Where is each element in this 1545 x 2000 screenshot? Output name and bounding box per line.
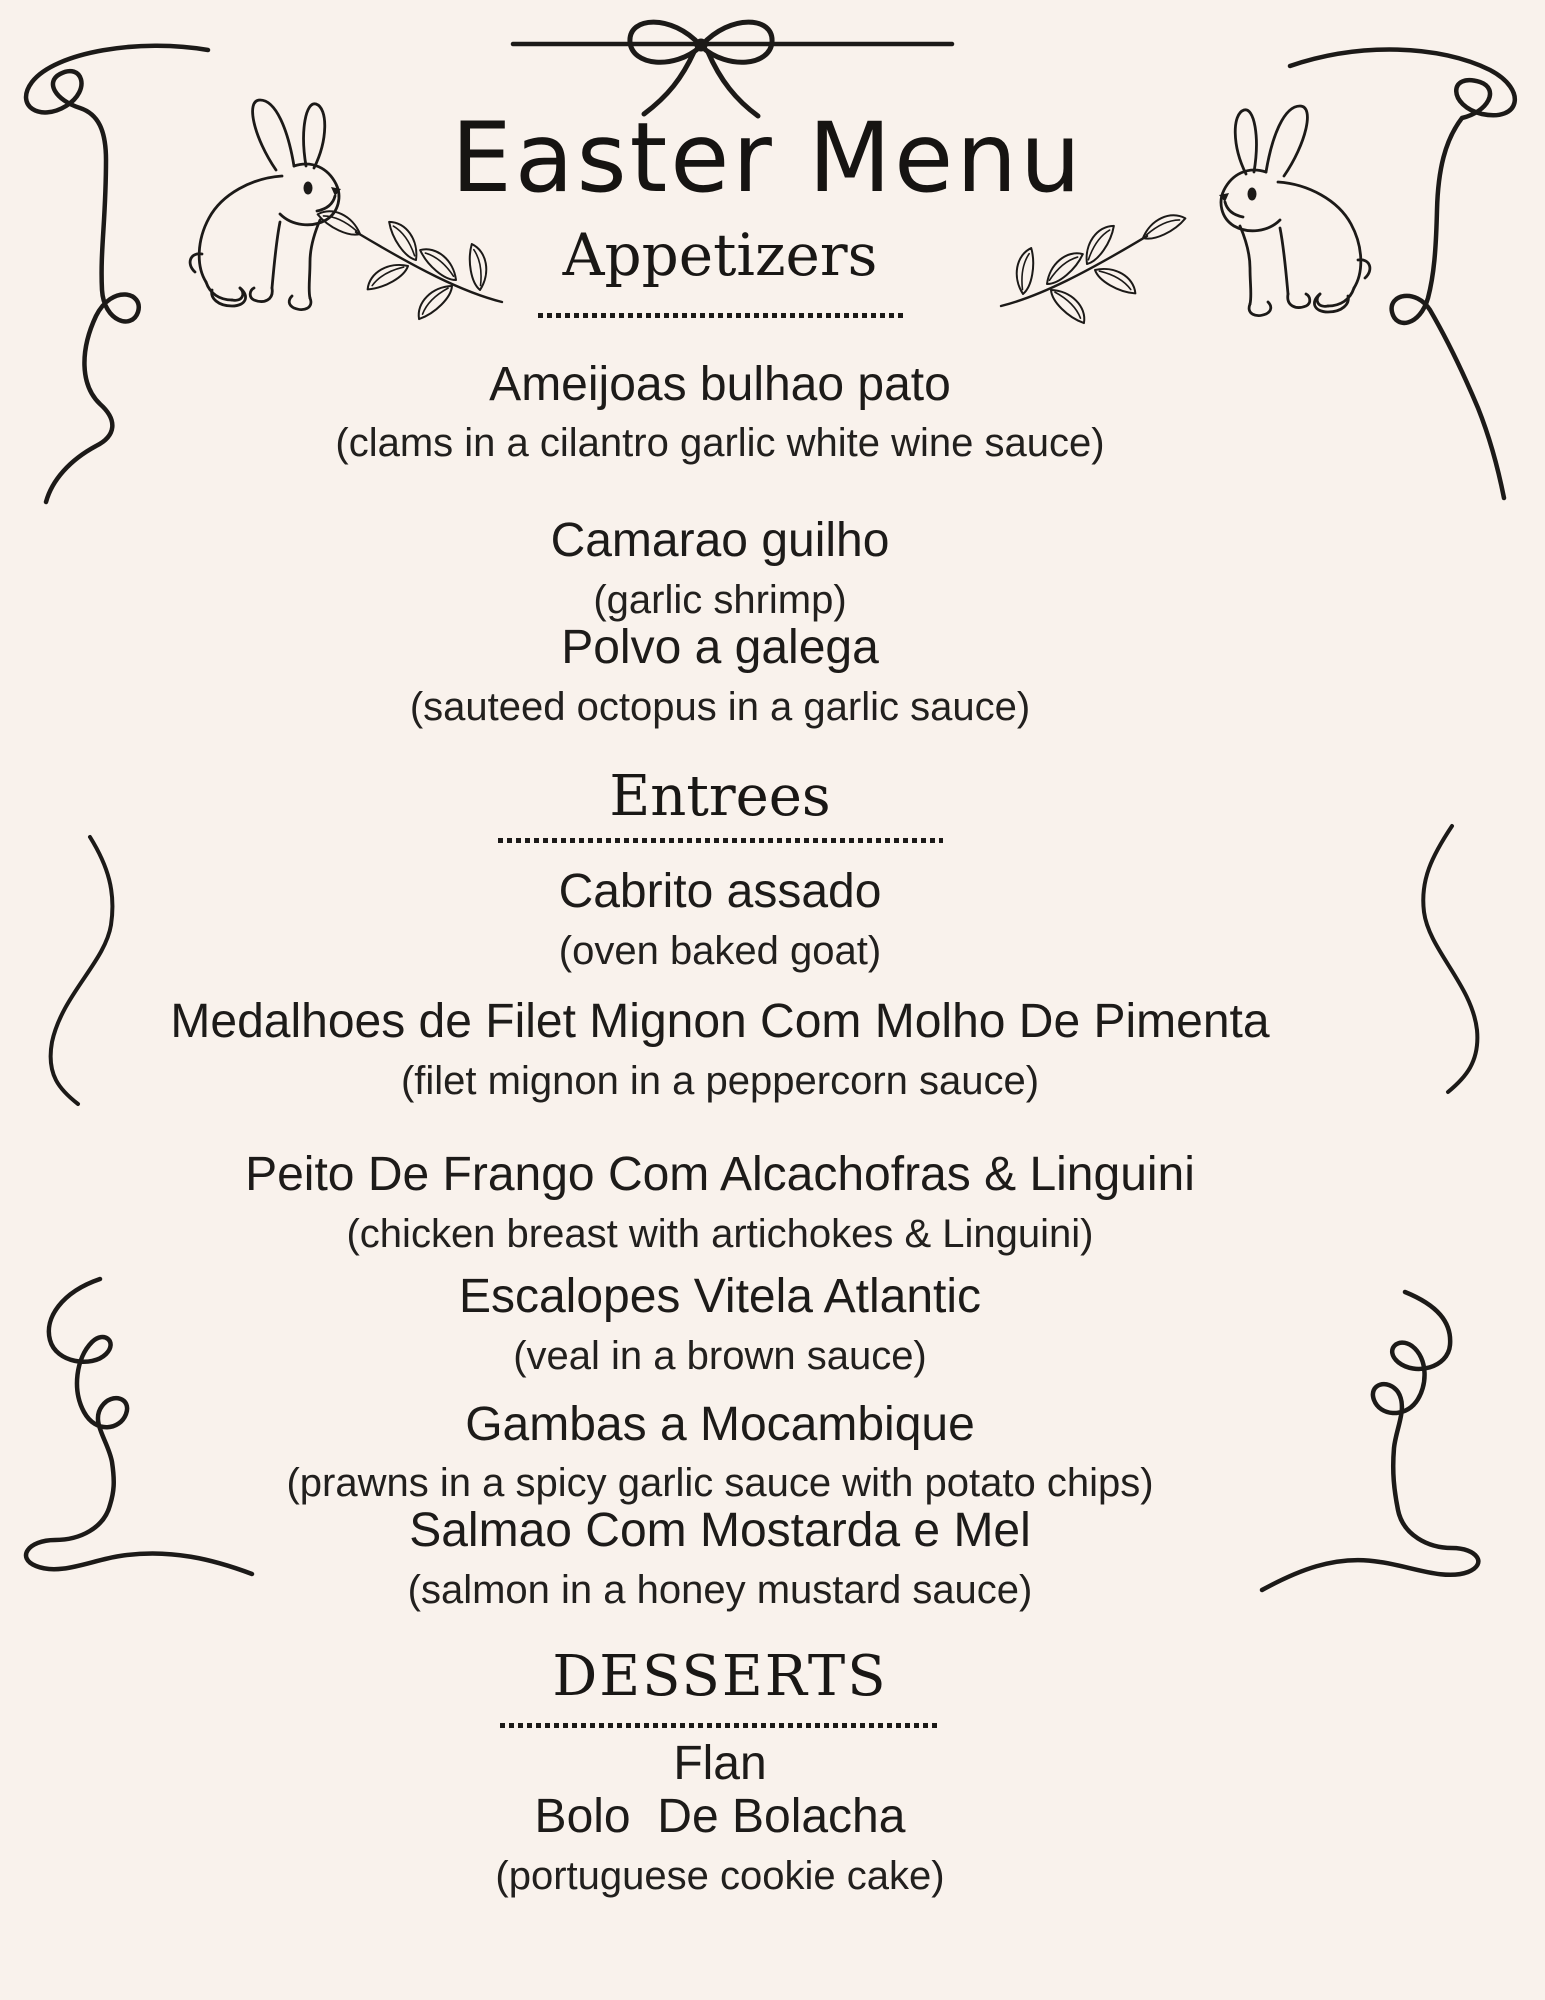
menu-item: [0, 515, 1440, 622]
menu-item-name: Ameijoas bulhao pato: [489, 357, 951, 411]
menu-item-desc: (clams in a cilantro garlic white wine sauce): [335, 421, 1105, 466]
menu-item-desc: (garlic shrimp): [593, 578, 847, 623]
menu-item: [0, 622, 1440, 729]
menu-item-name: Escalopes Vitela Atlantic: [458, 1269, 982, 1323]
menu-item: [0, 359, 1440, 466]
section-desserts: [0, 1645, 1440, 1898]
menu-item-name: Camarao guilho: [550, 514, 890, 568]
menu-item-name: Polvo a galega: [561, 621, 879, 675]
menu-item-desc: (veal in a brown sauce): [513, 1333, 927, 1378]
menu-item-desc: (chicken breast with artichokes & Linguini): [346, 1211, 1094, 1256]
menu-item: [0, 1738, 1440, 1791]
menu-item-desc: (salmon in a honey mustard sauce): [407, 1568, 1033, 1613]
menu-item-desc: (filet mignon in a peppercorn sauce): [400, 1058, 1040, 1103]
menu-item: [0, 866, 1440, 973]
dotted-divider: [500, 1723, 940, 1728]
menu-item-name: Gambas a Mocambique: [465, 1397, 975, 1451]
menu-item: [0, 996, 1440, 1103]
menu-item: [0, 1791, 1440, 1898]
menu-item-name: Salmao Com Mostarda e Mel: [409, 1504, 1031, 1558]
section-heading-appetizers: Appetizers: [562, 221, 878, 289]
menu-item-name: Bolo De Bolacha: [534, 1790, 906, 1844]
menu-item-name: Peito De Frango Com Alcachofras & Linguini: [245, 1147, 1195, 1201]
section-entrees: [0, 765, 1440, 1612]
dotted-divider: [538, 313, 903, 318]
section-heading-desserts: DESSERTS: [552, 1644, 888, 1709]
menu-item: [0, 1505, 1440, 1612]
menu-item-desc: (portuguese cookie cake): [495, 1853, 945, 1898]
menu-item: [0, 1399, 1440, 1506]
page-title: Easter Menu: [451, 102, 1084, 214]
section-heading-entrees: Entrees: [609, 764, 831, 829]
menu-item-desc: (oven baked goat): [558, 929, 882, 974]
menu-item-desc: (sauteed octopus in a garlic sauce): [409, 685, 1031, 730]
section-appetizers: [0, 222, 1440, 729]
menu-item: [0, 1271, 1440, 1378]
menu-item-name: Cabrito assado: [558, 865, 882, 919]
menu-item: [0, 1149, 1440, 1256]
dotted-divider: [498, 838, 943, 843]
menu-header: [0, 102, 1535, 214]
menu-item-desc: (prawns in a spicy garlic sauce with potato chips): [286, 1461, 1154, 1506]
menu-item-name: Flan: [673, 1737, 767, 1791]
menu-item-name: Medalhoes de Filet Mignon Com Molho De Pimenta: [170, 995, 1270, 1049]
